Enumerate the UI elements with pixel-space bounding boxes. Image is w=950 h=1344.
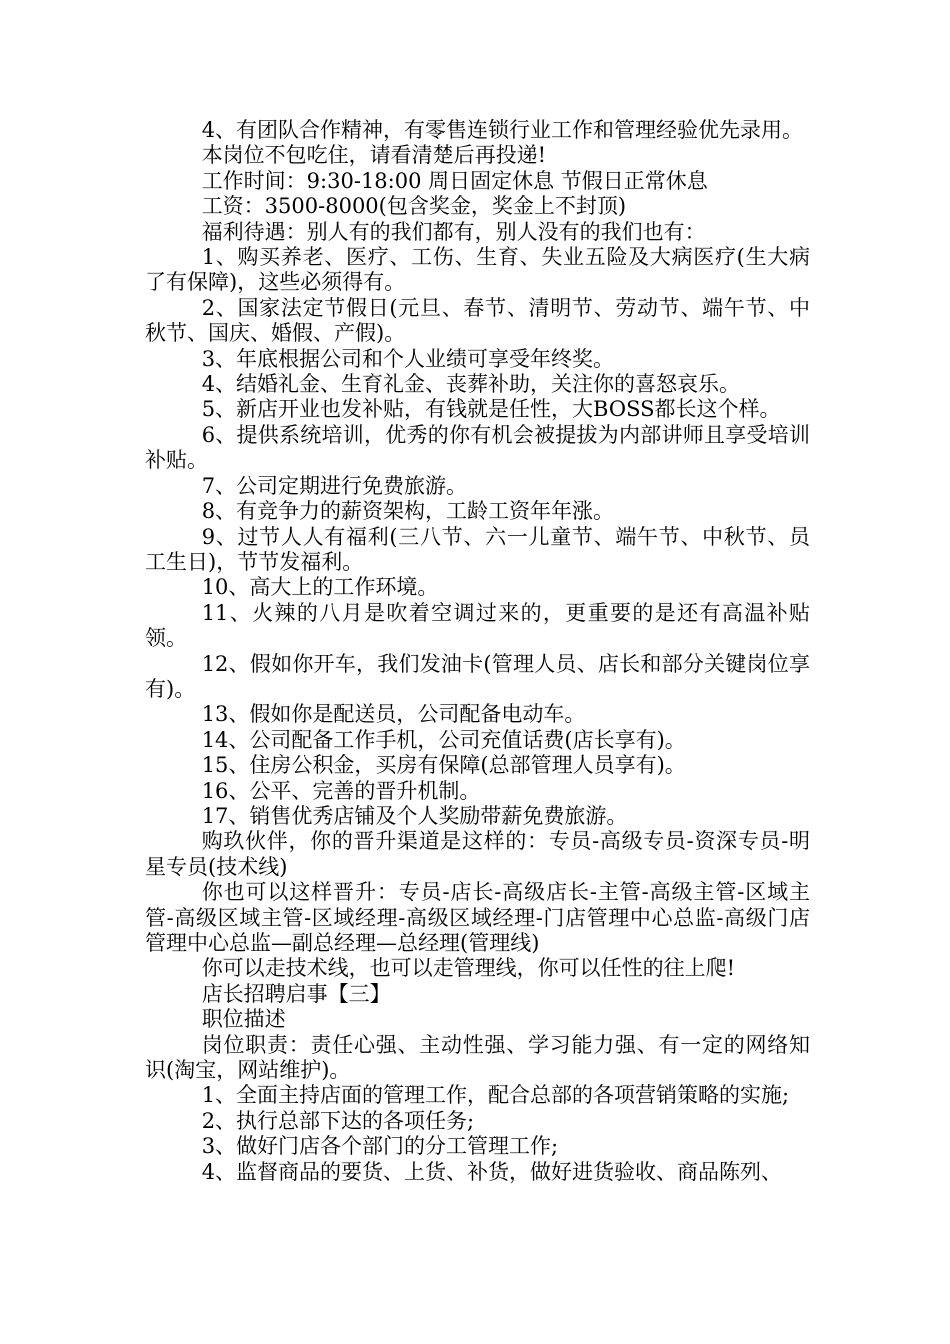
- paragraph: 购玖伙伴，你的晋升渠道是这样的：专员-高级专员-资深专员-明星专员(技术线): [145, 829, 810, 879]
- paragraph: 你也可以这样晋升：专员-店长-高级店长-主管-高级主管-区域主管-高级区域主管-区域经理-高级区域经理-门店管理中心总监-高级门店管理中心总监—副总经理—总经理(管理线): [145, 880, 810, 955]
- paragraph: 5、新店开业也发补贴，有钱就是任性，大BOSS都长这个样。: [201, 397, 781, 422]
- paragraph: 你可以走技术线，也可以走管理线，你可以任性的往上爬!: [201, 956, 736, 981]
- paragraph: 4、有团队合作精神，有零售连锁行业工作和管理经验优先录用。: [201, 118, 804, 142]
- paragraph: 17、销售优秀店铺及个人奖励带薪免费旅游。: [201, 803, 628, 828]
- paragraph: 岗位职责：责任心强、主动性强、学习能力强、有一定的网络知识(淘宝，网站维护)。: [145, 1032, 810, 1083]
- paragraph: 本岗位不包吃住，请看清楚后再投递!: [201, 143, 547, 168]
- paragraph: 6、提供系统培训，优秀的你有机会被提拔为内部讲师且享受培训补贴。: [145, 422, 810, 473]
- paragraph: 4、结婚礼金、生育礼金、丧葬补助，关注你的喜怒哀乐。: [201, 372, 741, 397]
- paragraph: 工作时间：9:30-18:00 周日固定休息 节假日正常休息: [201, 168, 708, 193]
- paragraph: 16、公平、完善的晋升机制。: [201, 778, 481, 803]
- paragraph: 13、假如你是配送员，公司配备电动车。: [201, 702, 586, 727]
- section-heading: 店长招聘启事【三】: [201, 981, 391, 1006]
- paragraph: 15、住房公积金，买房有保障(总部管理人员享有)。: [201, 753, 686, 778]
- paragraph: 3、做好门店各个部门的分工管理工作;: [201, 1134, 559, 1159]
- paragraph: 7、公司定期进行免费旅游。: [201, 473, 468, 498]
- subsection-heading: 职位描述: [201, 1007, 286, 1032]
- paragraph: 11、火辣的八月是吹着空调过来的，更重要的是还有高温补贴领。: [145, 600, 810, 651]
- paragraph: 2、国家法定节假日(元旦、春节、清明节、劳动节、端午节、中秋节、国庆、婚假、产假)。: [145, 295, 810, 346]
- paragraph: 福利待遇：别人有的我们都有，别人没有的我们也有：: [201, 219, 706, 244]
- paragraph: 12、假如你开车，我们发油卡(管理人员、店长和部分关键岗位享有)。: [145, 651, 810, 701]
- paragraph: 1、全面主持店面的管理工作，配合总部的各项营销策略的实施;: [201, 1083, 790, 1108]
- document-body: [145, 118, 810, 1185]
- paragraph: 4、监督商品的要货、上货、补货，做好进货验收、商品陈列、: [201, 1159, 783, 1184]
- paragraph: 1、购买养老、医疗、工伤、生育、失业五险及大病医疗(生大病了有保障)，这些必须得有。: [145, 245, 810, 295]
- paragraph: 2、执行总部下达的各项任务;: [201, 1108, 475, 1133]
- paragraph: 9、过节人人有福利(三八节、六一儿童节、端午节、中秋节、员工生日)，节节发福利。: [145, 524, 810, 574]
- paragraph: 10、高大上的工作环境。: [201, 575, 439, 600]
- paragraph: 3、年底根据公司和个人业绩可享受年终奖。: [201, 346, 615, 371]
- paragraph: 8、有竞争力的薪资架构，工龄工资年年涨。: [201, 499, 615, 524]
- paragraph: 工资：3500-8000(包含奖金，奖金上不封顶): [201, 194, 627, 219]
- paragraph: 14、公司配备工作手机，公司充值话费(店长享有)。: [201, 727, 686, 752]
